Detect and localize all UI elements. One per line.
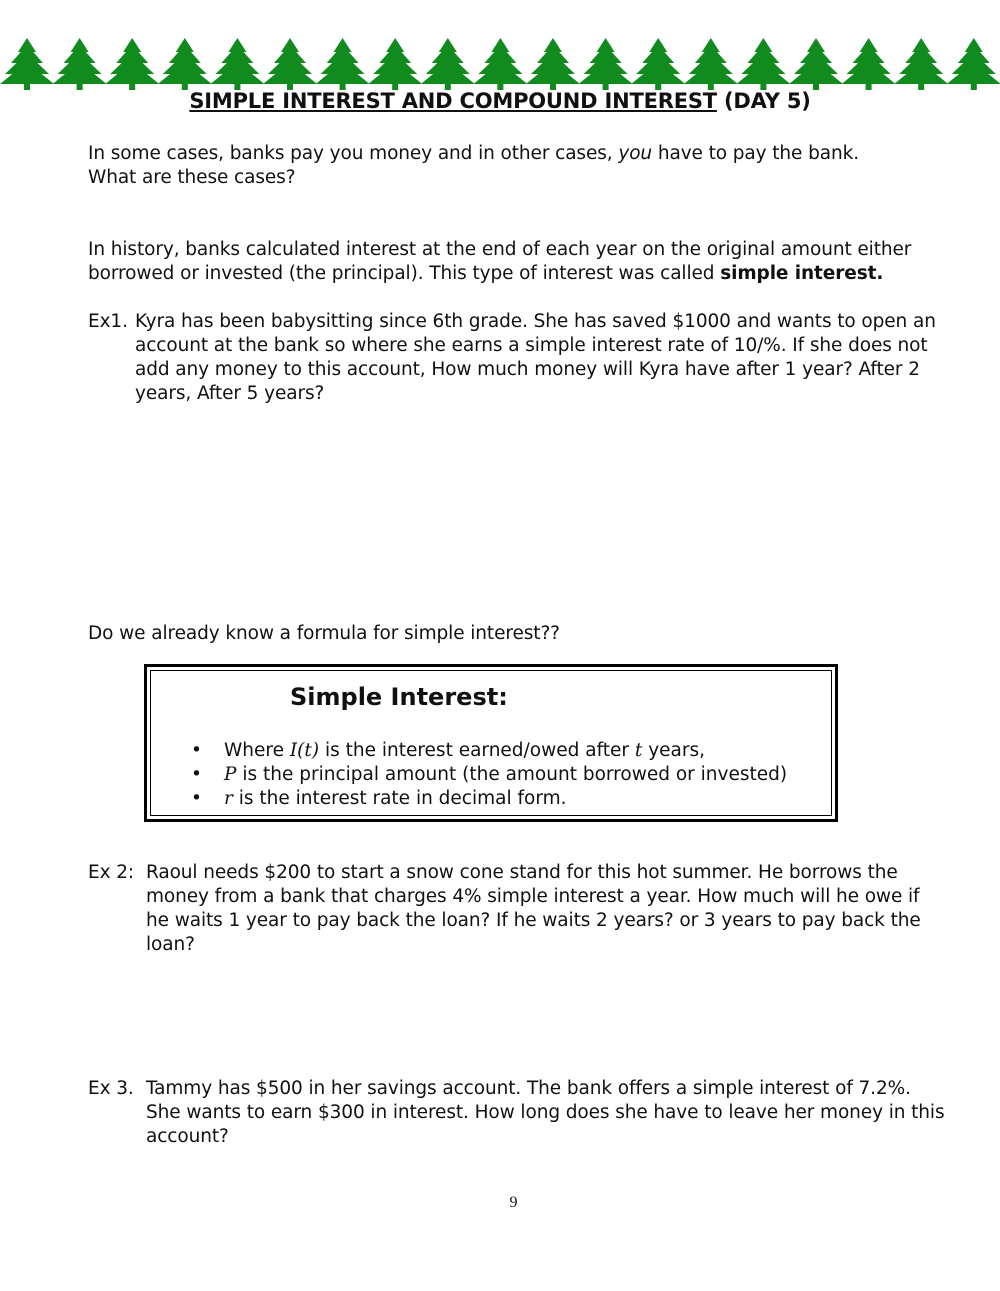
example-2 <box>88 861 948 957</box>
formula-box <box>144 664 838 822</box>
page-title-main: SIMPLE INTEREST AND COMPOUND INTEREST <box>189 89 717 113</box>
definition-1-c: years, <box>642 740 706 761</box>
intro-p1-em: you <box>618 143 653 164</box>
christmas-tree-icon <box>579 38 633 90</box>
formula-box-title: Simple Interest: <box>290 683 508 711</box>
bullet-icon: • <box>191 764 202 785</box>
christmas-tree-icon <box>421 38 475 90</box>
definition-2-var: P <box>224 764 237 785</box>
formula-question: Do we already know a formula for simple interest?? <box>88 623 560 644</box>
christmas-tree-icon <box>894 38 948 90</box>
definition-item-r <box>191 787 787 811</box>
tree-border-svg <box>0 36 1000 92</box>
definition-1-b: is the interest earned/owed after <box>319 740 635 761</box>
intro-p1-a: In some cases, banks pay you money and in other cases, <box>88 143 619 164</box>
christmas-tree-icon <box>105 38 159 90</box>
christmas-tree-icon <box>210 38 264 90</box>
christmas-tree-icon <box>789 38 843 90</box>
page-title <box>0 89 1000 113</box>
christmas-tree-icon <box>368 38 422 90</box>
christmas-tree-icon <box>263 38 317 90</box>
definition-1-a: Where <box>224 740 290 761</box>
christmas-tree-icon <box>316 38 370 90</box>
christmas-tree-icon <box>526 38 580 90</box>
definition-1-var2: t <box>634 740 643 761</box>
example-3-text: Tammy has $500 in her savings account. The bank offers a simple interest of 7.2%. She wants to earn $300 in interest. How long does she have to leave her money in this account? <box>146 1078 945 1147</box>
christmas-tree-icon <box>736 38 790 90</box>
definition-1-var: I(t) <box>289 740 320 761</box>
example-3 <box>88 1077 948 1149</box>
christmas-tree-icon <box>947 38 1000 90</box>
definition-item-p <box>191 763 787 787</box>
example-3-label: Ex 3. <box>88 1078 134 1099</box>
page-title-day: (DAY 5) <box>716 89 811 113</box>
example-1-text: Kyra has been babysitting since 6th grade. She has saved $1000 and wants to open an account at the bank so where she earns a simple interest rate of 10/%. If she does not add any money to this account, How much money will Kyra have after 1 year? After 2 years, After 5 years? <box>135 311 936 404</box>
intro-paragraph-2 <box>88 238 948 286</box>
example-2-text: Raoul needs $200 to start a snow cone stand for this hot summer. He borrows the money from a bank that charges 4% simple interest a year. How much will he owe if he waits 1 year to pay back the loan? If he waits 2 years? or 3 years to pay back the loan? <box>146 862 921 955</box>
definition-2-b: is the principal amount (the amount borrowed or invested) <box>236 764 788 785</box>
christmas-tree-icon <box>473 38 527 90</box>
christmas-tree-icon <box>684 38 738 90</box>
definition-3-var: r <box>224 788 233 809</box>
tree-border <box>0 36 1000 92</box>
bullet-icon: • <box>191 788 202 809</box>
formula-definitions <box>191 739 787 811</box>
christmas-tree-icon <box>842 38 896 90</box>
bullet-icon: • <box>191 740 202 761</box>
christmas-tree-icon <box>0 38 54 90</box>
intro-p2-a: In history, banks calculated interest at the end of each year on the original amount either borrowed or invested (the principal). This type of interest was called <box>88 239 912 284</box>
definition-3-b: is the interest rate in decimal form. <box>232 788 567 809</box>
christmas-tree-icon <box>158 38 212 90</box>
page-number: 9 <box>509 1194 518 1211</box>
example-2-label: Ex 2: <box>88 862 135 883</box>
formula-box-inner <box>150 670 832 816</box>
example-1-label: Ex1. <box>88 311 128 332</box>
christmas-tree-icon <box>631 38 685 90</box>
christmas-tree-icon <box>53 38 107 90</box>
definition-item-it <box>191 739 787 763</box>
intro-p1-b: have to pay the bank. <box>652 143 860 164</box>
example-1 <box>88 310 948 406</box>
intro-p1-line2: What are these cases? <box>88 167 296 188</box>
intro-paragraph-1 <box>88 142 948 190</box>
intro-p2-bold: simple interest. <box>720 263 884 284</box>
